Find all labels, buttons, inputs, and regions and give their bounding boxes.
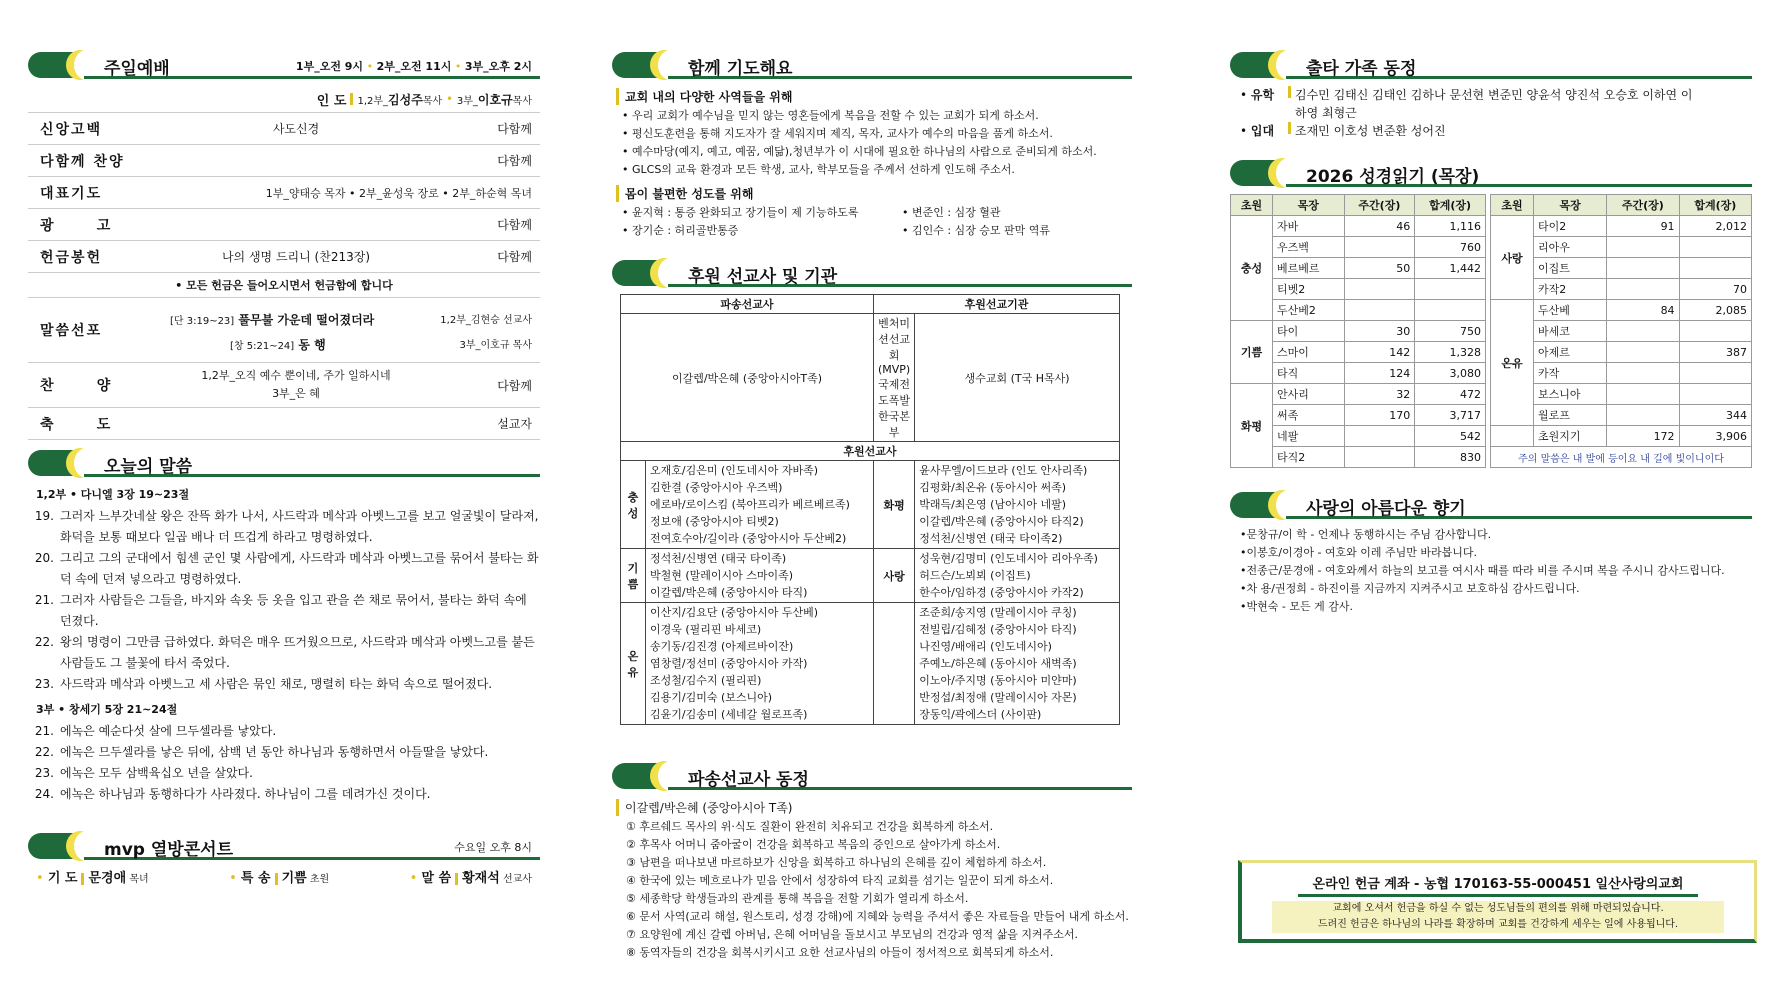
praise-row: 찬 양 1,2부_오직 예수 뿐이네, 주가 일하시네 3부_은 혜 다함께 [28,363,540,408]
group-label: 화평 [1231,384,1273,468]
word-header [28,446,540,480]
table-cell: 두산베2 [1273,300,1345,321]
table-cell [1607,405,1679,426]
sent-subhead: 이갈렙/박은혜 (중앙아시아 T족) [616,799,1132,816]
table-cell: 아제르 [1534,342,1607,363]
worship-row: 대표기도 1부_양태승 목자 • 2부_윤성욱 장로 • 2부_하순혁 목녀 [28,177,540,209]
table-cell [1679,258,1751,279]
family-column [1230,48,1752,616]
verse-item [28,784,540,805]
missionary-item: 김윤기/김송미 (세네갈 월로프족) [650,708,808,721]
missionary-item: 나진영/배애리 (인도네시아) [919,640,1052,653]
missionary-list [646,603,874,725]
table-cell: 142 [1344,342,1415,363]
prayer-title: 함께 기도해요 [688,59,793,79]
sermon-row: 말씀선포 [단 3:19~23] 풀무불 가운데 떨어졌더라 1,2부_김현승 선교사 [창 5:21~24] 동 행 3부_이호규 목사 [28,298,540,363]
mvp-roles: • 기 도 문경애 목녀 • 특 송 기쁨 초원 • 말 씀 황재석 선교사 [36,871,532,886]
verse-number: 23. [34,766,54,780]
worship-column [28,48,540,886]
verse-text: 에녹은 예순다섯 살에 므두셀라를 낳았다. [60,724,277,738]
verse-number: 21. [34,724,54,738]
worship-row: 다함께 찬양 다함께 [28,145,540,177]
group-label: 화평 [873,461,914,549]
list-item: ⑥ 문서 사역(교리 해설, 원스토리, 성경 강해)에 지혜와 능력을 주셔서 좋은 자료들을 만들어 내게 하소서. [626,910,1129,923]
list-item: • 우리 교회가 예수님을 믿지 않는 영혼들에게 복음을 전할 수 있는 교회가 되게 하소서. [622,109,1039,122]
missionary-item: 장동익/곽에스더 (사이판) [919,708,1042,721]
table-cell [1607,384,1679,405]
table-cell: 월로프 [1534,405,1607,426]
missionary-item: 전빌립/김혜정 (중앙아시아 타직) [919,623,1077,636]
group-label: 기쁨 [1231,321,1273,384]
missionary-item: 조준희/송지영 (말레이시아 쿠칭) [919,606,1077,619]
bible-table-left: 초원 목장 주간(장) 합계(장) 충성 자바 46 1,116 우즈벡 760 베르베르 50 1,442 티벳2 두산베2 기쁨 타이 30 750 스마이 142 1,328 타직 124 3,080 화평 안사리 32 472 써족 170 3,717 네팔 542 타직2 830 [1230,194,1486,468]
verse-number: 20. [34,551,54,565]
table-cell: 자바 [1273,216,1345,237]
bible-title: 2026 성경읽기 (목장) [1306,167,1480,187]
missionary-item: 조성철/김수지 (필리핀) [650,674,762,687]
missionary-item: 정보애 (중앙아시아 티벳2) [650,515,779,528]
verse-text: 그러자 사람들은 그들을, 바지와 속옷 등 옷을 입고 관을 쓴 채로 묶어서, 불타는 화덕 속에 던졌다. [60,593,527,628]
list-item: ③ 남편을 떠나보낸 마르하보가 신앙을 회복하고 하나님의 은혜를 깊이 체험하게 하소서. [626,856,1047,869]
table-cell [1607,321,1679,342]
list-item: • 평신도훈련을 통해 지도자가 잘 세워지며 제직, 목자, 교사가 예수의 마음을 품게 하소서. [622,127,1053,140]
missions-header [612,256,1132,290]
table-row [1491,216,1752,237]
table-cell: 3,080 [1415,363,1486,384]
table-cell: 타직2 [1273,447,1345,468]
prayer-column [612,48,1132,962]
verse-item [28,674,540,695]
list-item: ① 후르쉐드 목사의 위·식도 질환이 완전히 치유되고 건강을 회복하게 하소서. [626,820,994,833]
missionary-item: 송기동/김진경 (아제르바이잔) [650,640,794,653]
table-cell: 1,328 [1415,342,1486,363]
verse-note: 주의 말씀은 내 발에 등이요 내 길에 빛이니이다 [1491,447,1752,468]
missionary-list [646,461,874,549]
table-cell: 써족 [1273,405,1345,426]
verse-number: 22. [34,745,54,759]
list-item: ⑤ 세종학당 학생들과의 관계를 통해 복음을 전할 기회가 열리게 하소서. [626,892,969,905]
family-row: • 입대 조재민 이호성 변준환 성어진 [1240,124,1446,138]
table-cell [1679,321,1751,342]
list-item: ⑦ 요양원에 계신 갈렙 아버님, 은혜 어머님을 돌보시고 부모님의 건강과 영적 삶을 지켜주소서. [626,928,1078,941]
total-sum: 3,906 [1679,426,1751,447]
table-cell [1344,237,1415,258]
list-item: • 변준인 : 심장 혈관 [902,206,1001,219]
missionary-item: 반정섭/최정애 (말레이시아 자몬) [919,691,1077,704]
table-cell [1607,237,1679,258]
sick-list [612,204,1132,240]
list-item: •전종근/문경애 - 여호와께서 하늘의 보고를 여시사 때를 따라 비를 주시며 복을 주시니 감사드립니다. [1240,564,1725,577]
table-cell: 750 [1415,321,1486,342]
sent-list [612,818,1132,962]
verse-text: 그리고 그의 군대에서 힘센 군인 몇 사람에게, 사드락과 메삭과 아벳느고를 묶어서 불타는 화덕 속에 던져 넣으라고 명령하였다. [60,551,539,586]
love-header [1230,488,1752,522]
verse-item [28,548,540,590]
list-item: •박현숙 - 모든 게 감사. [1240,600,1353,613]
list-item: • 예수마당(예지, 예고, 예꿈, 예닮),청년부가 이 시대에 필요한 하나님의 사람으로 준비되게 하소서. [622,145,1097,158]
missionary-item: 김용기/김미숙 (보스니아) [650,691,773,704]
list-item: ② 후목사 어머니 줌아굴이 건강을 회복하고 복음의 증인으로 살아가게 하소서. [626,838,1001,851]
verse-item [28,763,540,784]
verse-text: 사드락과 메삭과 아벳느고 세 사람은 묶인 채로, 맹렬히 타는 화덕 속으로 떨어졌다. [60,677,493,691]
table-cell [1415,300,1486,321]
missionary-item: 성욱현/김명미 (인도네시아 리아우족) [919,552,1098,565]
verse-number: 22. [34,635,54,649]
missionary-item: 김평화/최온유 (동아시아 써족) [919,481,1067,494]
word-title: 오늘의 말씀 [104,457,193,477]
list-item: • 김인수 : 심장 승모 판막 역류 [902,224,1051,237]
table-cell: 542 [1415,426,1486,447]
table-cell: 두산베 [1534,300,1607,321]
love-list [1230,526,1740,616]
group-label [873,603,914,725]
total-label: 초원지기 [1534,426,1607,447]
verse-heading: 3부 • 창세기 5장 21~24절 [36,703,178,716]
group-label: 온유 [1491,300,1534,426]
verse-text: 그러자 느부갓네살 왕은 잔뜩 화가 나서, 사드락과 메삭과 아벳느고를 보고 얼굴빛이 달라져, 화덕을 보통 때보다 일곱 배나 더 뜨겁게 하라고 명령하였다. [60,509,539,544]
prayer-subhead: 몸이 불편한 성도를 위해 [616,185,1132,202]
missionary-item: 정석천/신병연 (태국 타이족2) [919,532,1063,545]
table-cell: 네팔 [1273,426,1345,447]
worship-times: 1부_오전 9시 • 2부_오전 11시 • 3부_오후 2시 [295,60,532,73]
missionary-list [646,549,874,603]
table-cell: 타이2 [1534,216,1607,237]
missionary-item: 윤사무엘/이드보라 (인도 안사리족) [919,464,1088,477]
prayer-list [612,107,1132,179]
table-cell [1679,363,1751,384]
table-cell [1607,279,1679,300]
table-cell: 50 [1344,258,1415,279]
love-title: 사랑의 아름다운 향기 [1306,499,1466,519]
missionary-list [915,461,1120,549]
total-week: 172 [1607,426,1679,447]
mvp-header [28,829,540,863]
verse-text: 왕의 명령이 그만큼 급하였다. 화덕은 매우 뜨거웠으므로, 사드락과 메삭과 아벳느고를 붙든 사람들도 그 불꽃에 타서 죽었다. [60,635,535,670]
table-row [1491,300,1752,321]
table-cell [1344,447,1415,468]
missionary-item: 염창렬/정선미 (중앙아시아 카작) [650,657,808,670]
missions-title: 후원 선교사 및 기관 [688,267,838,287]
table-cell: 바세코 [1534,321,1607,342]
table-cell: 170 [1344,405,1415,426]
table-cell: 안사리 [1273,384,1345,405]
sent-title: 파송선교사 동정 [688,770,809,790]
table-cell: 카작2 [1534,279,1607,300]
table-cell: 티벳2 [1273,279,1345,300]
verse-item [28,590,540,632]
table-cell: 보스니아 [1534,384,1607,405]
mvp-time: 수요일 오후 8시 [454,841,532,854]
table-cell [1679,237,1751,258]
missionary-item: 박철현 (말레이시아 스마이족) [650,569,794,582]
leader-row: 인 도 1,2부_ 김성주 목사 • 3부_ 이호규 목사 [28,86,540,113]
list-item: ④ 한국에 있는 메흐로나가 믿음 안에서 성장하여 타직 교회를 섬기는 일꾼이 되게 하소서. [626,874,1054,887]
verse-number: 23. [34,677,54,691]
verse-text: 에녹은 하나님과 동행하다가 사라졌다. 하나님이 그를 데려가신 것이다. [60,787,431,801]
table-cell: 2,012 [1679,216,1751,237]
verse-item [28,721,540,742]
table-cell: 타이 [1273,321,1345,342]
missionary-list [915,603,1120,725]
table-row [1231,216,1486,237]
missionary-item: 한수아/임하경 (중앙아시아 카작2) [919,586,1084,599]
missionary-item: 박래득/최은영 (남아시아 네팔) [919,498,1067,511]
table-cell: 344 [1679,405,1751,426]
missionary-item: 이노아/주지명 (동아시아 미얀마) [919,674,1077,687]
missionary-item: 이갈렙/박은혜 (중앙아시아 타직2) [919,515,1084,528]
verse-item [28,742,540,763]
verse-heading: 1,2부 • 다니엘 3장 19~23절 [36,488,190,501]
table-cell [1607,258,1679,279]
bless-row: 축 도 설교자 [28,408,540,440]
table-cell [1344,426,1415,447]
list-item: • 장기순 : 허리골반통증 [622,224,739,237]
table-cell: 472 [1415,384,1486,405]
missionary-item: 이경욱 (필리핀 바세코) [650,623,762,636]
table-cell: 46 [1344,216,1415,237]
missions-table: 파송선교사 후원선교기관 이갈렙/박은혜 (중앙아시아T족) 벤처미션선교회 (MVP) 국제전도폭발 한국본부 생수교회 (T국 H목사) 후원선교사 충성 오재호/김은미 (인도네시아 자바족) 김한결 (중앙아시아 우즈벡) 에로바/로이스킴 (북아프리카 베르베르족) 정보애 (중앙아시아 티벳2) 전여호수아/길이라 (중앙아시아 두산베2) 화평 윤사무엘/이드보라 (인도 안사리족) 김평화/최온유 (동아시아 써족) 박래득/최은영 (남아시아 네팔) 이갈렙/박은혜 (중앙아시아 타직2) 정석천/신병연 (태국 타이족2) 기쁨 정석천/신병연 (태국 타이족) 박철현 (말레이시아 스마이족) 이갈렙/박은혜 (중앙아시아 타직) 사랑 성욱현/김명미 (인도네시아 리아우족) 허드슨/노뵈뵈 (이집트) 한수아/임하경 (중앙아시아 카작2) 온유 이산지/김요단 (중앙아시아 두산베) 이경욱 (필리핀 바세코) 송기동/김진경 (아제르바이잔) 염창렬/정선미 (중앙아시아 카작) 조성철/김수지 (필리핀) 김용기/김미숙 (보스니아) 김윤기/김송미 (세네갈 월로프족) 조준희/송지영 (말레이시아 쿠칭) 전빌립/김혜정 (중앙아시아 타직) 나진영/배애리 (인도네시아) 주예노/하은혜 (동아시아 새벽족) 이노아/주지명 (동아시아 미얀마) 반정섭/최정애 (말레이시아 자몬) 장동익/곽에스더 (사이판) [620,294,1120,725]
verse-text: 에녹은 모두 삼백육십오 년을 살았다. [60,766,253,780]
group-label: 온유 [621,603,646,725]
group-label: 충성 [1231,216,1273,321]
missionary-item: 김한결 (중앙아시아 우즈벡) [650,481,783,494]
bible-table-right: 초원 목장 주간(장) 합계(장) 사랑 타이2 91 2,012 리아우 이집트 카작2 70 온유 두산베 84 2,085 바세코 아제르 387 카작 보스니아 월로프 344 초원지기 172 3,906 주의 말씀은 내 발에 등이요 내 길에 빛이니이다 [1490,194,1752,468]
table-cell: 1,116 [1415,216,1486,237]
verse-list [28,721,540,805]
worship-title: 주일예배 [104,59,170,79]
missionary-item: 오재호/김은미 (인도네시아 자바족) [650,464,819,477]
missionary-item: 허드슨/노뵈뵈 (이집트) [919,569,1031,582]
table-cell: 2,085 [1679,300,1751,321]
mvp-title: mvp 열방콘서트 [104,840,233,860]
table-cell: 84 [1607,300,1679,321]
table-row [1231,321,1486,342]
verse-number: 24. [34,787,54,801]
list-item: •문창규/이 학 - 언제나 동행하시는 주님 감사합니다. [1240,528,1492,541]
prayer-header [612,48,1132,82]
verse-list [28,506,540,695]
missionary-item: 이갈렙/박은혜 (중앙아시아 타직) [650,586,808,599]
table-cell: 70 [1679,279,1751,300]
prayer-subhead: 교회 내의 다양한 사역들을 위해 [616,88,1132,105]
table-cell: 카작 [1534,363,1607,384]
offering-note: • 모든 헌금은 들어오시면서 헌금함에 합니다 [28,273,540,298]
bible-tables [1230,194,1752,468]
table-cell: 830 [1415,447,1486,468]
sent-header [612,759,1132,793]
missionary-item: 전여호수아/길이라 (중앙아시아 두산베2) [650,532,847,545]
missionary-item: 에로바/로이스킴 (북아프리카 베르베르족) [650,498,850,511]
missionary-list [915,549,1120,603]
group-label: 사랑 [1491,216,1534,300]
bank-note: 교회에 오셔서 헌금을 하실 수 없는 성도님들의 편의를 위해 마련되었습니다. 드려진 헌금은 하나님의 나라를 확장하며 교회를 건강하게 세우는 일에 사용됩니다. [1272,901,1724,933]
table-cell: 1,442 [1415,258,1486,279]
table-cell: 91 [1607,216,1679,237]
table-cell: 124 [1344,363,1415,384]
worship-row: 광 고 다함께 [28,209,540,241]
table-row [1231,384,1486,405]
bank-account-box [1238,860,1757,943]
table-cell: 리아우 [1534,237,1607,258]
list-item: • GLCS의 교육 환경과 모든 학생, 교사, 학부모들을 주께서 선하게 인도해 주소서. [622,163,1015,176]
verse-item [28,506,540,548]
missionary-item: 정석천/신병연 (태국 타이족) [650,552,787,565]
bank-account-title: 온라인 헌금 계좌 - 농협 170163-55-000451 일산사랑의교회 [1298,873,1698,897]
missionary-item: 주예노/하은혜 (동아시아 새벽족) [919,657,1077,670]
bible-header [1230,156,1752,190]
verse-number: 19. [34,509,54,523]
table-cell [1344,279,1415,300]
table-cell: 이집트 [1534,258,1607,279]
group-label: 사랑 [873,549,914,603]
family-row: • 유학 김수민 김태신 김태인 김하나 문선현 변준민 양윤석 양진석 오승호 이하연 이하영 최형근 [1240,88,1693,120]
family-title: 출타 가족 동정 [1306,59,1417,79]
verse-number: 21. [34,593,54,607]
worship-header [28,48,540,82]
table-cell: 3,717 [1415,405,1486,426]
table-cell: 387 [1679,342,1751,363]
verse-text: 에녹은 므두셀라를 낳은 뒤에, 삼백 년 동안 하나님과 동행하면서 아들딸을 낳았다. [60,745,489,759]
table-cell [1607,363,1679,384]
worship-row: 헌금봉헌 나의 생명 드리니 (찬213장) 다함께 [28,241,540,273]
table-cell: 타직 [1273,363,1345,384]
table-cell: 우즈벡 [1273,237,1345,258]
group-label: 기쁨 [621,549,646,603]
group-label: 충성 [621,461,646,549]
table-cell: 760 [1415,237,1486,258]
table-cell: 32 [1344,384,1415,405]
missionary-item: 이산지/김요단 (중앙아시아 두산베) [650,606,819,619]
list-item: • 윤지혁 : 통증 완화되고 장기들이 제 기능하도록 [622,206,859,219]
table-cell: 스마이 [1273,342,1345,363]
table-cell [1344,300,1415,321]
table-cell [1607,342,1679,363]
verse-item [28,632,540,674]
table-cell [1415,279,1486,300]
list-item: •이봉호/이경아 - 여호와 이레 주님만 바라봅니다. [1240,546,1478,559]
table-cell: 베르베르 [1273,258,1345,279]
list-item: ⑧ 동역자들의 건강을 회복시키시고 요한 선교사님의 아들이 정서적으로 회복되게 하소서. [626,946,1054,959]
worship-row: 신앙고백 사도신경 다함께 [28,113,540,145]
list-item: •차 용/권정희 - 하진이를 지금까지 지켜주시고 보호하심 감사드립니다. [1240,582,1580,595]
table-cell [1679,384,1751,405]
table-cell: 30 [1344,321,1415,342]
family-header [1230,48,1752,82]
